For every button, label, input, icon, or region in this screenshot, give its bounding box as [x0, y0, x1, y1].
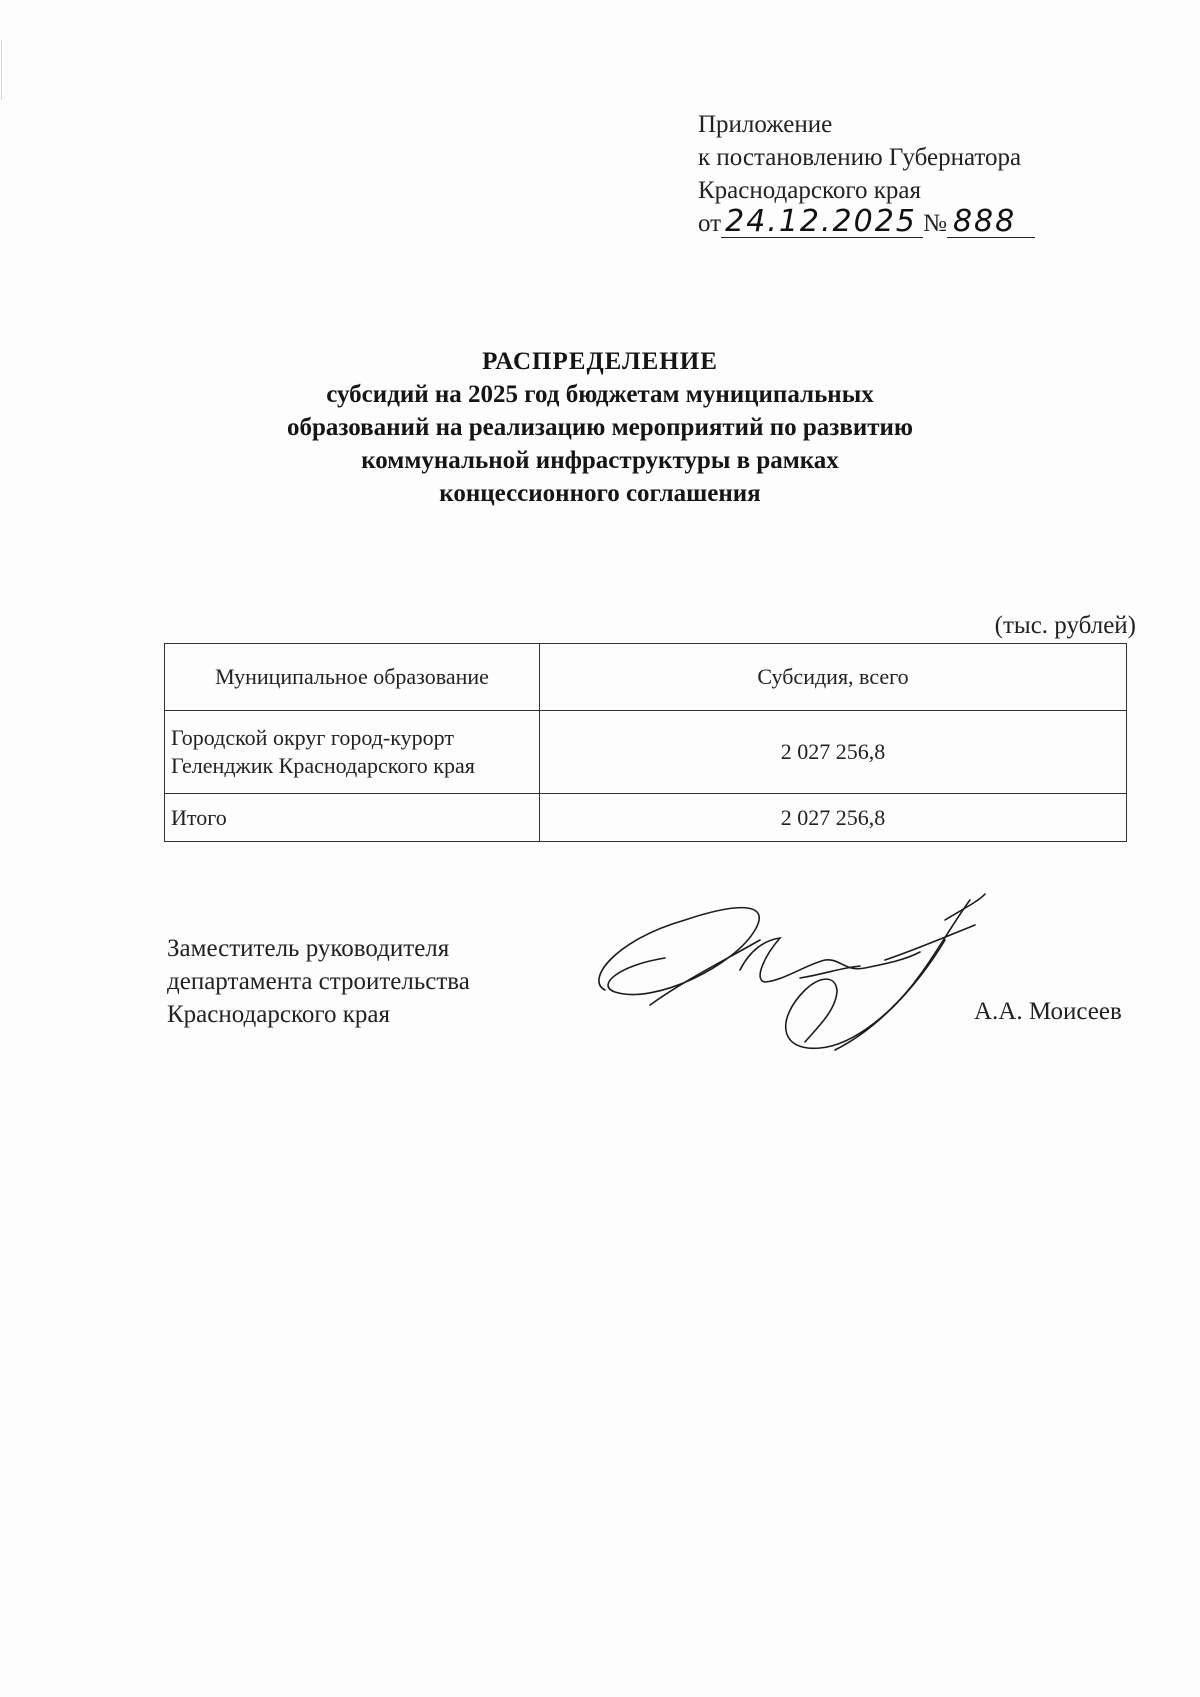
table-header-row [165, 644, 1127, 711]
signer-name: А.А. Моисеев [974, 998, 1122, 1025]
header-municipality: Муниципальное образование [165, 644, 540, 711]
title-heading: РАСПРЕДЕЛЕНИЕ [482, 348, 718, 375]
title-line: концессионного соглашения [439, 480, 761, 507]
subsidy-table [164, 643, 1127, 842]
number-prefix: № [923, 210, 947, 237]
signer-position-line: Заместитель руководителя [167, 935, 450, 962]
title-line: субсидий на 2025 год бюджетам муниципальных [326, 381, 874, 408]
signer-position [167, 932, 470, 1031]
municipality-name-line: Геленджик Краснодарского края [171, 753, 475, 778]
handwritten-date: 24.12.2025 [721, 207, 923, 238]
table-total-row [165, 794, 1127, 842]
appendix-decree-line: к постановлению Губернатора [698, 144, 1022, 171]
total-value: 2 027 256,8 [540, 794, 1127, 842]
handwritten-number: 888 [947, 207, 1035, 238]
date-prefix: от [698, 210, 722, 237]
signer-position-line: Краснодарского края [167, 1001, 390, 1028]
subsidy-value: 2 027 256,8 [540, 711, 1127, 794]
appendix-date-row [698, 204, 1035, 240]
municipality-name-line: Городской округ город-курорт [171, 725, 454, 750]
appendix-block [698, 108, 1035, 240]
table-row [165, 711, 1127, 794]
appendix-region-line: Краснодарского края [698, 177, 921, 204]
units-label: (тыс. рублей) [994, 612, 1136, 639]
municipality-name [165, 711, 540, 794]
header-subsidy: Субсидия, всего [540, 644, 1127, 711]
total-label: Итого [165, 794, 540, 842]
document-title [240, 345, 960, 510]
title-line: образований на реализацию мероприятий по развитию [286, 414, 914, 441]
signer-position-line: департамента строительства [167, 968, 470, 995]
handwritten-signature [575, 880, 1045, 1070]
scan-edge-mark [1, 40, 2, 100]
title-line: коммунальной инфраструктуры в рамках [361, 447, 839, 474]
appendix-title: Приложение [698, 111, 833, 138]
